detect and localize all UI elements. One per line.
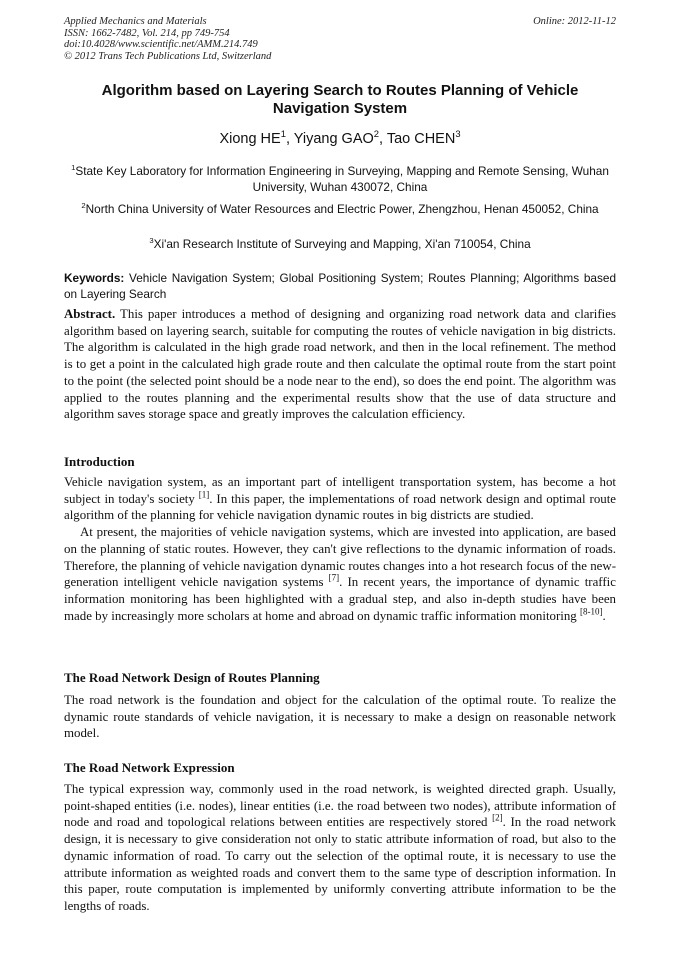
keywords-text: Vehicle Navigation System; Global Positioning System; Routes Planning; Algorithms based on Layering Search xyxy=(64,271,617,301)
abstract-label: Abstract. xyxy=(64,307,116,321)
section-heading-introduction: Introduction xyxy=(64,454,135,469)
citation[interactable]: [7] xyxy=(328,572,340,583)
introduction-body xyxy=(64,474,616,624)
affiliation-mark: 3 xyxy=(149,236,154,246)
journal-name: Applied Mechanics and Materials xyxy=(64,16,207,27)
road-network-design-body xyxy=(64,692,616,742)
affiliation-text: North China University of Water Resources and Electric Power, Zhengzhou, Henan 450052, China xyxy=(85,202,599,216)
author-name: Yiyang GAO xyxy=(293,131,374,147)
affiliation-1 xyxy=(64,163,616,195)
citation[interactable]: [8-10] xyxy=(579,606,603,617)
author-list: Xiong $HE^1$, Yiyang GAO$^2$, Tao CHEN$^3$ xyxy=(219,128,461,147)
citation[interactable]: [2] xyxy=(492,813,503,824)
author-mark: 3 xyxy=(455,128,461,140)
copyright-line: © 2012 Trans Tech Publications Ltd, Switzerland xyxy=(64,50,272,62)
affiliation-text: State Key Laboratory for Information Engineering in Surveying, Mapping and Remote Sensing, Wuhan University, Wuhan 430072, China xyxy=(75,164,609,194)
paragraph: Vehicle navigation system, as an important part of intelligent transportation system, has become a hot subject in today's society [1]. In this paper, the implementations of road network design and optimal route algorithm of the planning for vehicle navigation dynamic routes in big districts are studied. xyxy=(64,475,617,523)
affiliation-text: Xi'an Research Institute of Surveying and Mapping, Xi'an 710054, China xyxy=(153,237,531,251)
citation[interactable]: [1] xyxy=(198,489,210,500)
keywords xyxy=(64,270,616,302)
abstract xyxy=(64,306,616,423)
affiliation-mark: 2 xyxy=(81,201,86,211)
keywords-label: Keywords: xyxy=(64,271,125,285)
doi-line[interactable]: doi:10.4028/www.scientific.net/AMM.214.749 xyxy=(64,39,258,50)
road-network-expression-body xyxy=(64,781,616,915)
affiliation-mark: 1 xyxy=(71,163,76,173)
paper-title: Algorithm based on Layering Search to Routes Planning of Vehicle Navigation System xyxy=(101,82,579,117)
section-heading-road-network-expression: The Road Network Expression xyxy=(64,760,235,775)
author-name: Tao CHEN xyxy=(386,131,456,147)
abstract-text: This paper introduces a method of designing and organizing road network data and clarifies algorithm based on layering search, suitable for computing the routes of vehicle navigation in big districts. The algorithm is calculated in the high grade road network, and then in the local refinement. The method is to get a point in the calculated high grade route and then calculate the optimal route from the start point to the point (the selected point should be a node near to the end), so does the end point. The algorithm was applied to the routes planning and the experimental results show that the use of data structure and algorithm saves storage space and greatly improves the calculation efficiency. xyxy=(64,307,616,422)
author-mark: 2 xyxy=(373,128,380,140)
issn-line: ISSN: 1662-7482, Vol. 214, pp 749-754 xyxy=(64,27,230,39)
online-date: Online: 2012-11-12 xyxy=(533,16,616,27)
affiliation-3 xyxy=(64,236,616,252)
paragraph: The typical expression way, commonly used in the road network, is weighted directed graph. Usually, point-shaped entities (i.e. nodes), linear entities (i.e. the road between two nodes), attribute information of node and road and topological relations between entities are respectively stored [2]. In the road network design, it is necessary to give consideration not only to static attribute information of road, but also to the dynamic information of road. To carry out the selection of the optimal route, it is necessary to use the attribute information as weighted roads and convert them to the same type of description information. In this paper, route computation is implemented by uniformly converting attribute information to be the lengths of roads. xyxy=(64,782,616,913)
section-heading-road-network-design: The Road Network Design of Routes Planning xyxy=(64,670,320,685)
author-mark: 1 xyxy=(280,128,286,140)
paragraph: At present, the majorities of vehicle navigation systems, which are invested into application, are based on the planning of static routes. However, they can't give reflections to the dynamic information of roads. Therefore, the planning of vehicle navigation dynamic routes changes into a hot research focus of the new-generation intelligent vehicle navigation systems [7]. In recent years, the importance of dynamic traffic information monitoring has been highlighted with a gradual step, and also in-depth studies have been made by increasingly more scholars at home and abroad on dynamic traffic information monitoring [8-10]. xyxy=(64,525,616,623)
affiliation-2 xyxy=(64,201,616,217)
author-name: Xiong HE xyxy=(219,131,281,147)
paragraph: The road network is the foundation and object for the calculation of the optimal route. To realize the dynamic route standards of vehicle navigation, it is necessary to make a design on reasonable network model. xyxy=(64,693,616,741)
journal-header xyxy=(64,16,616,62)
